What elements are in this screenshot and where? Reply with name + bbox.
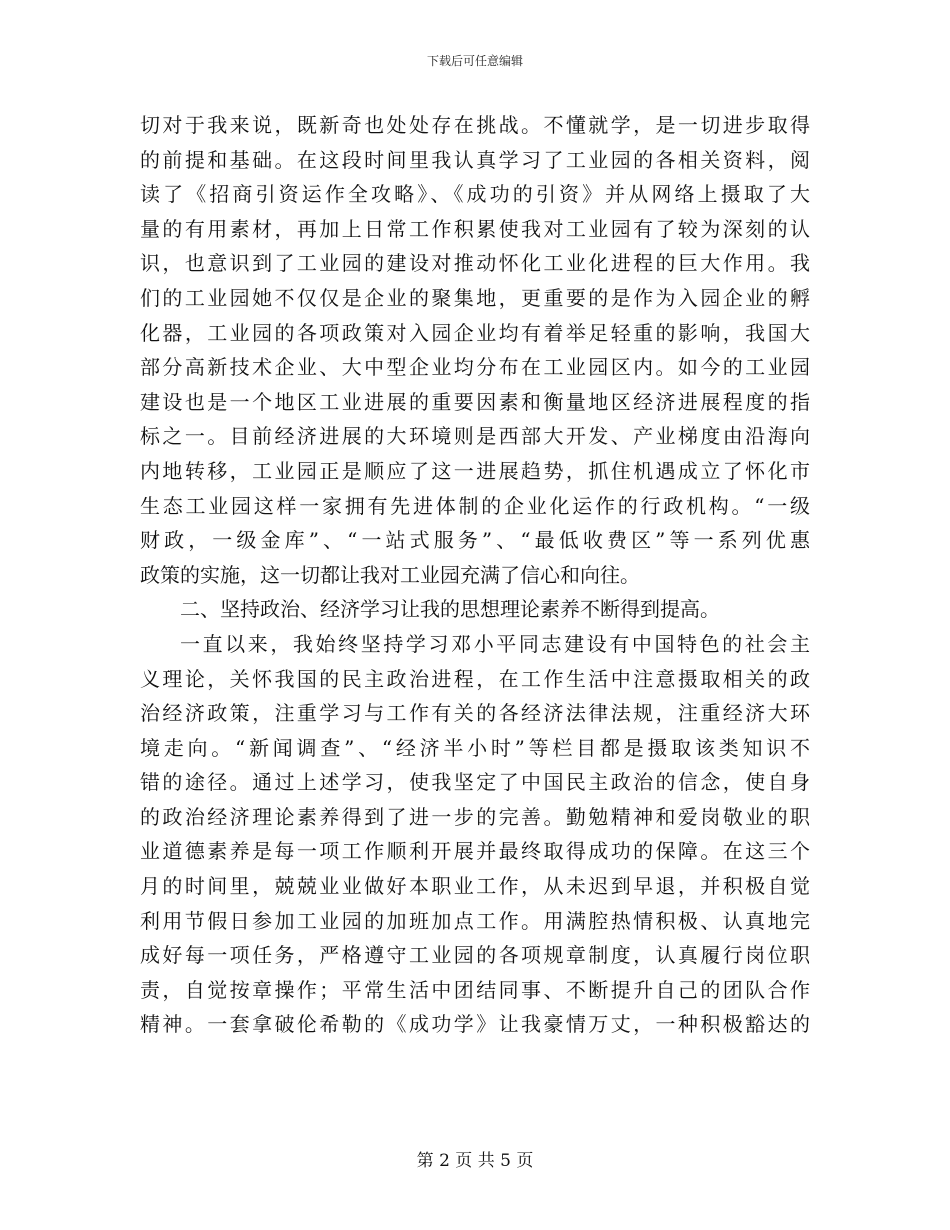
document-body xyxy=(140,108,810,1042)
text-line: 的政治经济理论素养得到了进一步的完善。勤勉精神和爱岗敬业的职 xyxy=(140,804,810,829)
text-line: 精神。一套拿破伦希勒的《成功学》让我豪情万丈，一种积极豁达的 xyxy=(140,1012,810,1037)
text-line: 财政，一级金库”、“一站式服务”、“最低收费区”等一系列优惠 xyxy=(140,528,810,553)
text-line: 切对于我来说，既新奇也处处存在挑战。不懂就学，是一切进步取得 xyxy=(140,113,810,137)
text-line: 识，也意识到了工业园的建设对推动怀化工业化进程的巨大作用。我 xyxy=(140,251,810,276)
text-line: 一直以来，我始终坚持学习邓小平同志建设有中国特色的社会主 xyxy=(180,631,810,656)
text-line: 治经济政策，注重学习与工作有关的各经济法律法规，注重经济大环 xyxy=(140,701,810,726)
text-line: 的前提和基础。在这段时间里我认真学习了工业园的各相关资料，阅 xyxy=(140,147,810,172)
page-header: 下载后可任意编辑 xyxy=(426,54,523,68)
text-line: 义理论，关怀我国的民主政治进程，在工作生活中注意摄取相关的政 xyxy=(140,666,810,691)
text-line: 内地转移，工业园正是顺应了这一进展趋势，抓住机遇成立了怀化市 xyxy=(140,458,810,483)
section-heading: 二、坚持政治、经济学习让我的思想理论素养不断得到提高。 xyxy=(180,597,720,622)
text-line: 量的有用素材，再加上日常工作积累使我对工业园有了较为深刻的认 xyxy=(140,216,810,241)
text-line: 读了《招商引资运作全攻略》、《成功的引资》并从网络上摄取了大 xyxy=(140,182,810,207)
text-line: 错的途径。通过上述学习，使我坚定了中国民主政治的信念，使自身 xyxy=(140,770,810,795)
text-line: 部分高新技术企业、大中型企业均分布在工业园区内。如今的工业园 xyxy=(140,355,810,380)
text-line: 月的时间里，兢兢业业做好本职业工作，从未迟到早退，并积极自觉 xyxy=(140,874,810,899)
text-line: 政策的实施，这一切都让我对工业园充满了信心和向往。 xyxy=(140,562,640,587)
text-line: 成好每一项任务，严格遵守工业园的各项规章制度，认真履行岗位职 xyxy=(140,943,810,968)
text-line: 责，自觉按章操作；平常生活中团结同事、不断提升自己的团队合作 xyxy=(140,977,810,1002)
text-line: 利用节假日参加工业园的加班加点工作。用满腔热情积极、认真地完 xyxy=(140,908,810,933)
text-line: 生态工业园这样一家拥有先进体制的企业化运作的行政机构。“一级 xyxy=(140,493,810,518)
text-line: 们的工业园她不仅仅是企业的聚集地，更重要的是作为入园企业的孵 xyxy=(140,285,810,310)
page-number: 第 2 页 共 5 页 xyxy=(416,1151,534,1171)
text-line: 境走向。“新闻调查”、“经济半小时”等栏目都是摄取该类知识不 xyxy=(140,735,810,760)
text-line: 标之一。目前经济进展的大环境则是西部大开发、产业梯度由沿海向 xyxy=(140,424,810,449)
text-line: 化器，工业园的各项政策对入园企业均有着举足轻重的影响，我国大 xyxy=(140,320,810,345)
text-line: 建设也是一个地区工业进展的重要因素和衡量地区经济进展程度的指 xyxy=(140,389,810,414)
text-line: 业道德素养是每一项工作顺利开展并最终取得成功的保障。在这三个 xyxy=(140,839,810,864)
